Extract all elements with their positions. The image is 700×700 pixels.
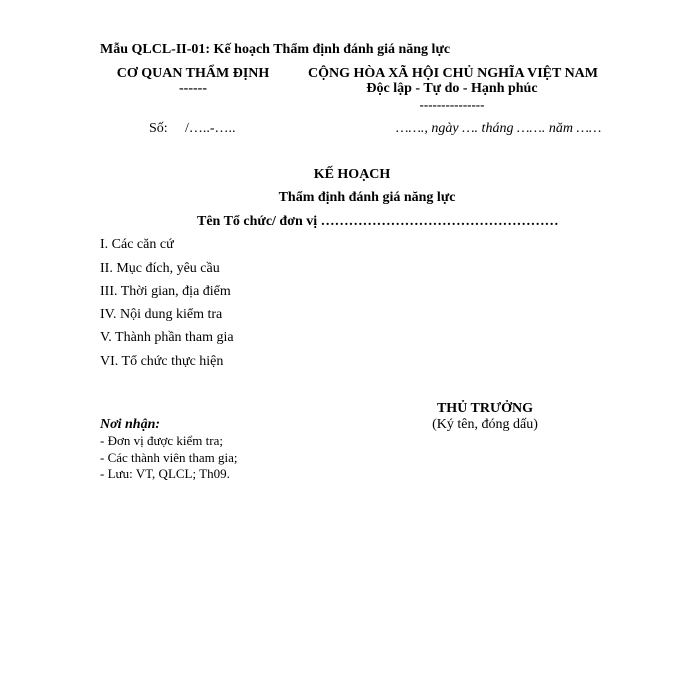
section-item: III. Thời gian, địa điểm: [100, 284, 231, 299]
signature-title: THỦ TRƯỞNG: [436, 401, 534, 416]
section-item: II. Mục đích, yêu cầu: [100, 261, 220, 276]
document-subtitle: Thẩm định đánh giá năng lực: [278, 190, 456, 205]
recipients-label: Nơi nhận:: [100, 417, 161, 432]
nation-name: CỘNG HÒA XÃ HỘI CHỦ NGHĨA VIỆT NAM: [307, 66, 599, 81]
motto-divider: ---------------: [419, 97, 485, 112]
recipient-item: - Đơn vị được kiểm tra;: [100, 433, 223, 448]
recipient-item: - Các thành viên tham gia;: [100, 450, 238, 465]
agency-name: CƠ QUAN THẨM ĐỊNH: [116, 66, 270, 81]
date-line: ……., ngày …. tháng ……. năm ……: [396, 121, 602, 136]
document-title: KẾ HOẠCH: [313, 167, 391, 182]
section-item: IV. Nội dung kiểm tra: [100, 307, 223, 322]
agency-divider: ------: [179, 81, 207, 96]
recipient-item: - Lưu: VT, QLCL; Th09.: [100, 466, 230, 481]
section-item: VI. Tổ chức thực hiện: [100, 354, 224, 369]
section-item: V. Thành phần tham gia: [100, 330, 234, 345]
number-value: /…..-…..: [185, 121, 236, 136]
form-code-title: Mẫu QLCL-II-01: Kế hoạch Thẩm định đánh giá năng lực: [100, 42, 451, 57]
section-item: I. Các căn cứ: [100, 237, 174, 252]
number-label: Số:: [149, 121, 168, 136]
signature-note: (Ký tên, đóng dấu): [432, 417, 538, 432]
national-motto: Độc lập - Tự do - Hạnh phúc: [366, 81, 538, 96]
organization-line: Tên Tổ chức/ đơn vị ……………………………………………: [197, 214, 559, 229]
